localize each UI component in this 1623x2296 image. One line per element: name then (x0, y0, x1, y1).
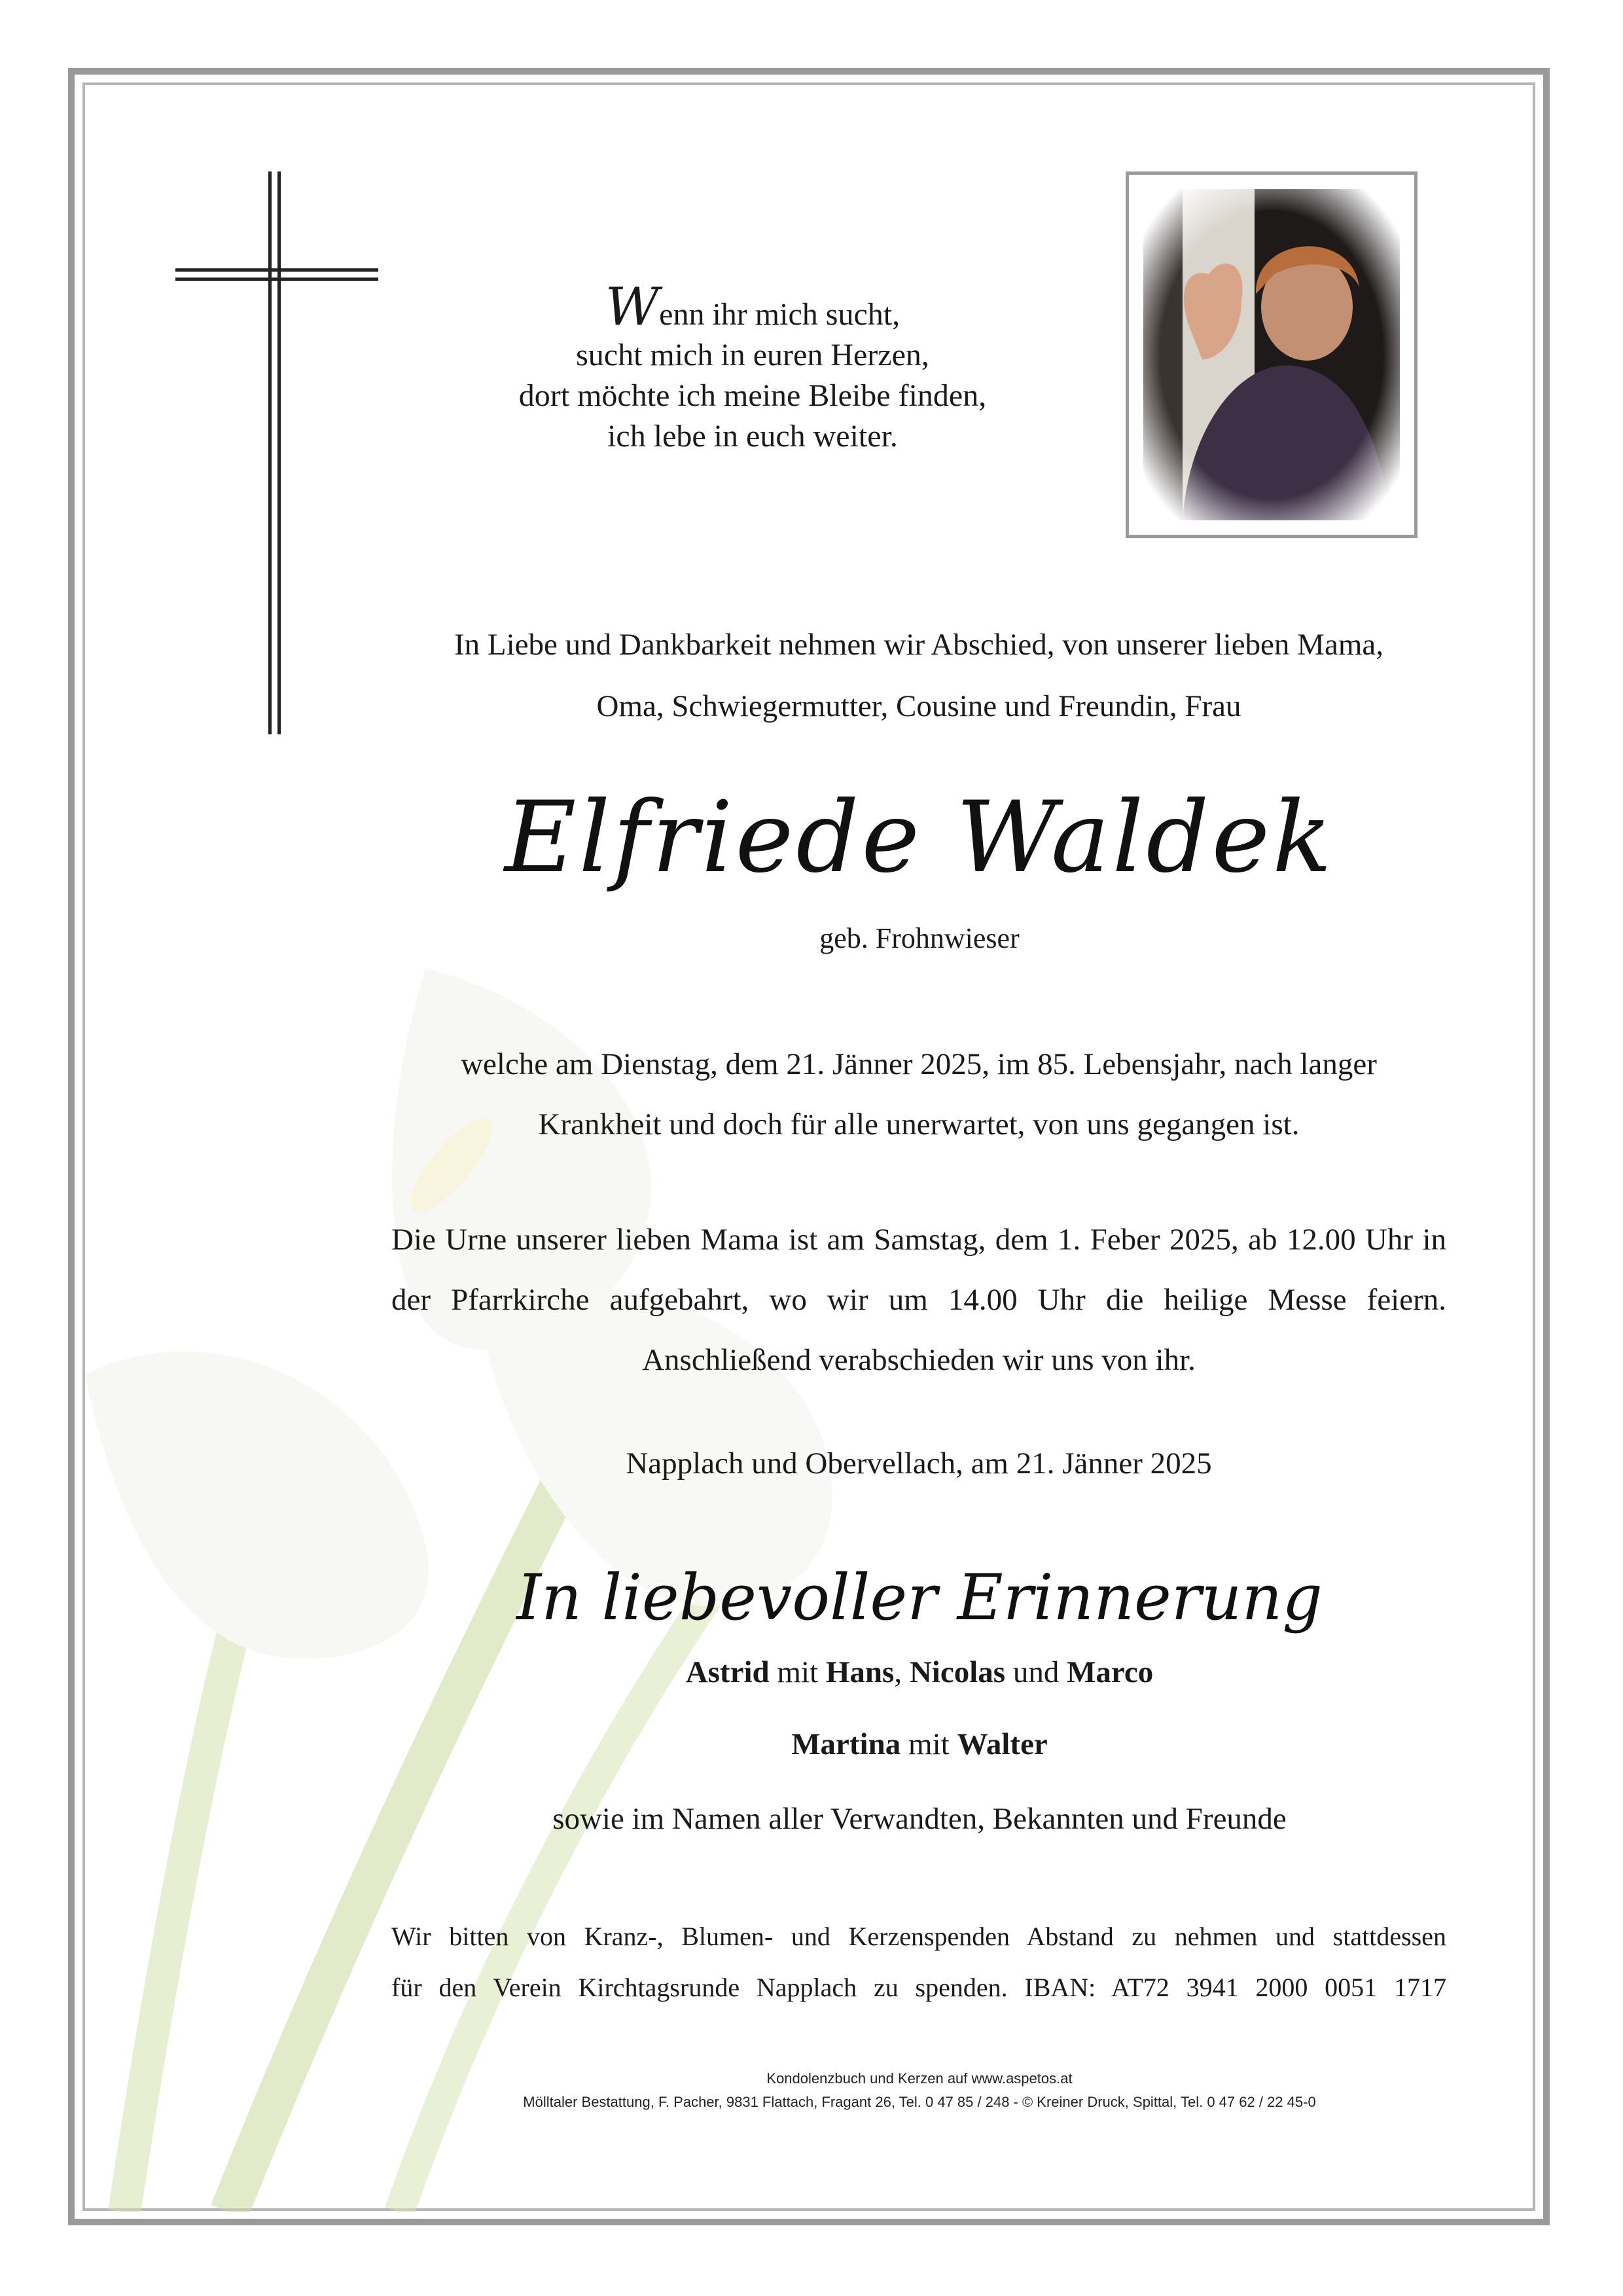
family-connector: mit (769, 1655, 826, 1689)
family-name: Nicolas (909, 1655, 1006, 1689)
family-line-2 (393, 1727, 1446, 1762)
death-notice-line-2: Krankheit und doch für alle unerwartet, von uns gegangen ist. (538, 1107, 1300, 1141)
intro-line-1: In Liebe und Dankbarkeit nehmen wir Abschied, von unserer lieben Mama, (454, 628, 1383, 662)
family-name: Astrid (685, 1655, 770, 1689)
poem (432, 276, 1073, 457)
family-connector: mit (901, 1727, 957, 1761)
donation-line-2: für den Verein Kirchtagsrunde Napplach zu spenden. IBAN: AT72 3941 2000 0051 1717 (391, 1973, 1446, 2002)
poem-line-2: sucht mich in euren Herzen, (576, 338, 929, 372)
place-and-date: Napplach und Obervellach, am 21. Jänner 2025 (626, 1446, 1212, 1480)
portrait-photo (1143, 189, 1400, 520)
family-name: Martina (791, 1727, 901, 1761)
family-connector: , (894, 1655, 910, 1689)
family-line-3: sowie im Namen aller Verwandten, Bekannten und Freunde (552, 1802, 1287, 1836)
family-name: Marco (1067, 1655, 1154, 1689)
death-notice (391, 1034, 1446, 1155)
family-connector: und (1005, 1655, 1067, 1689)
family-name: Walter (957, 1727, 1048, 1761)
death-notice-line-1: welche am Dienstag, dem 21. Jänner 2025, im 85. Lebensjahr, nach langer (461, 1047, 1377, 1081)
poem-line-4: ich lebe in euch weiter. (607, 419, 898, 454)
urn-notice: Die Urne unserer lieben Mama ist am Samstag, dem 1. Feber 2025, ab 12.00 Uhr in der Pfarrkirche aufgebahrt, wo wir um 14.00 Uhr die heilige Messe feiern. Anschließend verabschieden wir uns von ihr. (391, 1223, 1446, 1377)
intro-text (391, 614, 1446, 737)
donation-line-1: Wir bitten von Kranz-, Blumen- und Kerzenspenden Abstand zu nehmen und stattdessen (391, 1922, 1446, 1951)
family-name: Hans (825, 1655, 895, 1689)
footer-line-2: Mölltaler Bestattung, F. Pacher, 9831 Flattach, Fragant 26, Tel. 0 47 85 / 248 - © Kreiner Druck, Spittal, Tel. 0 47 62 / 22 45-0 (523, 2094, 1316, 2110)
donation-note (391, 1911, 1446, 2013)
intro-line-2: Oma, Schwiegermutter, Cousine und Freundin, Frau (596, 689, 1241, 723)
poem-line-1: enn ihr mich sucht, (659, 297, 901, 332)
footer (393, 2067, 1446, 2114)
portrait-photo-frame (1126, 171, 1418, 538)
maiden-name: geb. Frohnwieser (819, 922, 1020, 954)
remembrance-title: In liebevoller Erinnerung (516, 1561, 1323, 1634)
footer-line-1: Kondolenzbuch und Kerzen auf www.aspetos.at (766, 2070, 1073, 2087)
deceased-name: Elfriede Waldek (504, 781, 1335, 895)
poem-initial: W (605, 276, 660, 337)
poem-line-3: dort möchte ich meine Bleibe finden, (518, 378, 987, 413)
cross-symbol (175, 171, 378, 734)
family-line-1 (393, 1655, 1446, 1690)
